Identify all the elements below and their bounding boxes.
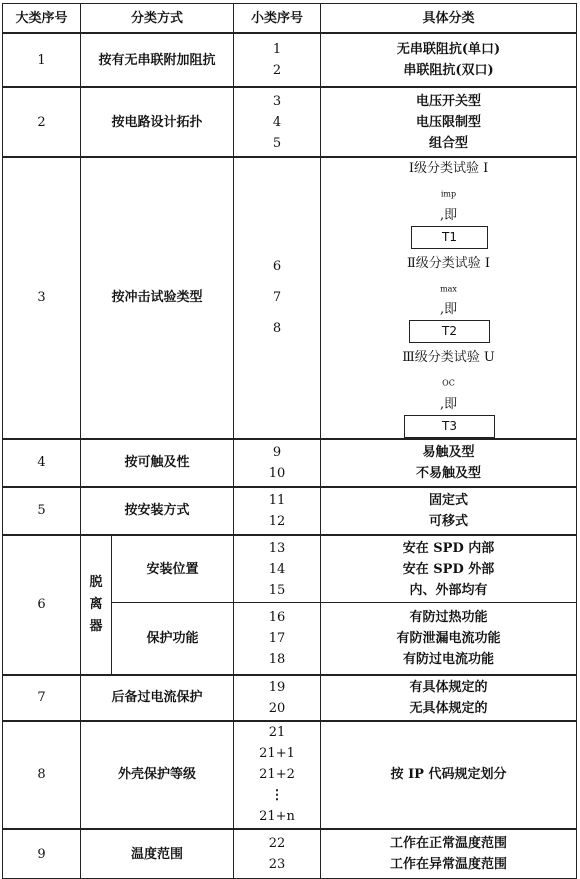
sub-number: 15 xyxy=(268,582,286,598)
detail-cell xyxy=(321,675,577,721)
detail-text: 安在 SPD 内部 xyxy=(402,540,495,556)
header-sub-no: 小类序号 xyxy=(234,4,321,34)
table-row xyxy=(3,439,577,487)
sub-number-cell xyxy=(234,487,321,535)
code-box: T1 xyxy=(411,226,488,249)
sub-number: 2 xyxy=(272,63,282,78)
sub-number: 22 xyxy=(268,836,286,852)
major-number: 7 xyxy=(3,675,81,721)
sub-number: 14 xyxy=(268,561,286,577)
sub-number: 13 xyxy=(268,540,286,556)
sub-number: 16 xyxy=(268,610,286,626)
detail-text: 串联阻抗(双口) xyxy=(403,63,494,78)
sub-number-cell xyxy=(234,829,321,879)
sub-number: 20 xyxy=(268,700,286,716)
sub-number: 5 xyxy=(272,135,282,151)
header-major-no: 大类序号 xyxy=(3,4,81,34)
header-method: 分类方式 xyxy=(81,4,234,34)
detacher-group-label: 脱 离 器 xyxy=(81,535,112,675)
detail-text: 安在 SPD 外部 xyxy=(402,561,495,577)
sub-number: 11 xyxy=(268,492,286,508)
sub-number: 10 xyxy=(268,465,286,481)
major-number: 1 xyxy=(3,33,81,87)
sub-number-cell xyxy=(234,33,321,87)
table-row xyxy=(3,87,577,157)
table-row xyxy=(3,721,577,829)
method-cell: 外壳保护等级 xyxy=(81,721,234,829)
detail-text: 可移式 xyxy=(429,513,469,529)
detail-cell xyxy=(321,439,577,487)
sub-number: 3 xyxy=(272,93,282,109)
method-cell: 安装位置 xyxy=(112,535,234,603)
header-detail: 具体分类 xyxy=(321,4,577,34)
sub-number-cell xyxy=(234,603,321,675)
detail-text: 组合型 xyxy=(429,135,469,151)
method-cell: 温度范围 xyxy=(81,829,234,879)
sub-number: 9 xyxy=(272,444,282,460)
detail-text: 内、外部均有 xyxy=(409,582,488,598)
major-number: 9 xyxy=(3,829,81,879)
detail-text: 不易触及型 xyxy=(416,465,482,481)
detail-cell xyxy=(321,87,577,157)
sub-number: 21+1 xyxy=(259,746,295,762)
detail-text: 固定式 xyxy=(429,492,469,508)
sub-number: 8 xyxy=(272,321,282,337)
major-number: 6 xyxy=(3,535,81,675)
table-row xyxy=(3,675,577,721)
detail-cell xyxy=(321,487,577,535)
major-number: 3 xyxy=(3,157,81,439)
code-box: T3 xyxy=(404,415,495,438)
detail-cell xyxy=(321,829,577,879)
detail-cell xyxy=(321,535,577,603)
sub-number: 21+2 xyxy=(259,767,295,783)
major-number: 8 xyxy=(3,721,81,829)
method-cell: 按可触及性 xyxy=(81,439,234,487)
detail-text: 无串联阻抗(单口) xyxy=(396,42,501,57)
method-cell: 保护功能 xyxy=(112,603,234,675)
detail-text: 无具体规定的 xyxy=(409,700,488,716)
method-cell: 按电路设计拓扑 xyxy=(81,87,234,157)
table-row xyxy=(3,487,577,535)
sub-number: 1 xyxy=(272,42,282,57)
table-row xyxy=(3,535,577,603)
sub-number: 21 xyxy=(268,725,286,741)
detail-text: 工作在正常温度范围 xyxy=(390,836,508,852)
major-number: 5 xyxy=(3,487,81,535)
sub-number: 21+n xyxy=(259,809,295,825)
sub-number-cell xyxy=(234,439,321,487)
sub-number: 19 xyxy=(268,679,286,695)
test-class-2: Ⅱ级分类试验 I $_{max}$ ,即 T2 xyxy=(407,253,490,344)
detail-text: 有具体规定的 xyxy=(409,679,488,695)
method-cell: 后备过电流保护 xyxy=(81,675,234,721)
sub-number-cell xyxy=(234,675,321,721)
code-box: T2 xyxy=(409,320,490,343)
sub-number: 17 xyxy=(268,631,286,647)
detail-text: 电压限制型 xyxy=(416,114,482,130)
detail-text: 有防泄漏电流功能 xyxy=(396,631,501,647)
method-cell: 按冲击试验类型 xyxy=(81,157,234,439)
detail-text: 有防过热功能 xyxy=(409,610,488,626)
method-cell: 按有无串联附加阻抗 xyxy=(81,33,234,87)
method-cell: 按安装方式 xyxy=(81,487,234,535)
detail-text: 工作在异常温度范围 xyxy=(390,857,508,873)
detail-cell xyxy=(321,33,577,87)
sub-number: 23 xyxy=(268,857,286,873)
sub-number: 4 xyxy=(272,114,282,130)
detail-text: 易触及型 xyxy=(422,444,475,460)
major-number: 2 xyxy=(3,87,81,157)
header-row xyxy=(3,4,577,34)
sub-number: 7 xyxy=(272,290,282,306)
test-class-3: Ⅲ级分类试验 U $_{OC}$ ,即 T3 xyxy=(402,347,495,438)
test-class-1: Ⅰ级分类试验 I $_{imp}$ ,即 T1 xyxy=(409,158,488,249)
table-row xyxy=(3,829,577,879)
detail-cell xyxy=(321,157,577,439)
detail-cell xyxy=(321,603,577,675)
major-number: 4 xyxy=(3,439,81,487)
detail-cell: 按 IP 代码规定划分 xyxy=(321,721,577,829)
detail-text: 电压开关型 xyxy=(416,93,482,109)
sub-number-cell xyxy=(234,157,321,439)
table-row xyxy=(3,33,577,87)
sub-number: 18 xyxy=(268,652,286,668)
sub-number-cell xyxy=(234,87,321,157)
detail-text: 有防过电流功能 xyxy=(403,652,495,668)
sub-number: ⋮ xyxy=(270,788,284,804)
sub-number: 6 xyxy=(272,259,282,275)
table-row xyxy=(3,157,577,439)
classification-table xyxy=(2,3,577,879)
sub-number-cell xyxy=(234,535,321,603)
sub-number: 12 xyxy=(268,513,286,529)
sub-number-cell xyxy=(234,721,321,829)
